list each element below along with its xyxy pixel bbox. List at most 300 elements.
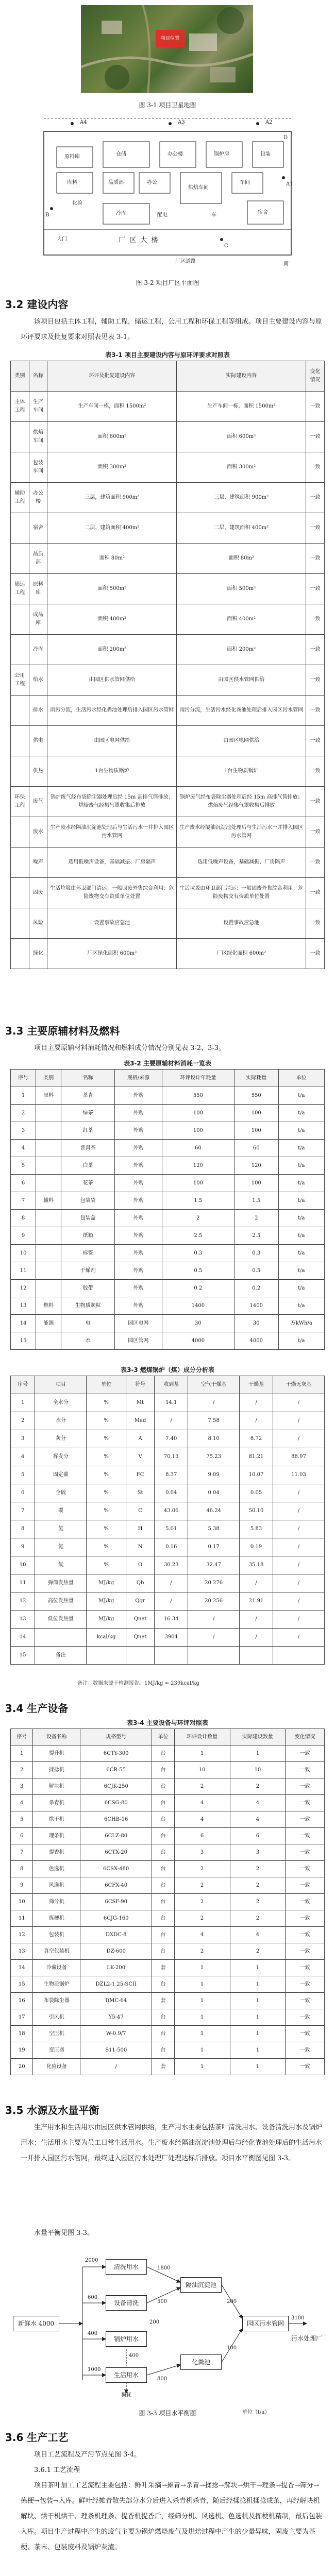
table-row bbox=[11, 452, 325, 483]
table-cell: 锅炉废气经布袋除尘器处理后经 15m 高排气筒排放；烘焙废气经集气罩收集后排放 bbox=[47, 787, 177, 817]
table-cell: % bbox=[87, 1394, 126, 1412]
table-cell: 2.5 bbox=[162, 1227, 234, 1245]
table-cell: 7 bbox=[11, 1502, 35, 1520]
table-cell: 选用低噪声设备，基础减振、厂房隔声 bbox=[177, 848, 306, 878]
table-cell: 11 bbox=[11, 1910, 33, 1927]
label-road: 厂区道路 bbox=[175, 259, 196, 264]
table-row bbox=[11, 1844, 325, 1861]
table-cell: 2 bbox=[174, 1894, 230, 1910]
site-plan-drawing bbox=[41, 116, 294, 270]
table-cell: 一致 bbox=[286, 1894, 325, 1910]
table-cell: 公用工程 bbox=[11, 665, 29, 696]
table-cell: 12 bbox=[11, 1280, 36, 1297]
table-cell: 生产废水经隔油沉淀池处理后与生活污水一并排入园区污水管网 bbox=[47, 817, 177, 848]
table-cell: 揉捻机 bbox=[33, 1762, 80, 1778]
table-row bbox=[11, 544, 325, 574]
table-cell bbox=[240, 1647, 273, 1665]
table-row bbox=[11, 1315, 325, 1332]
table-cell: 11 bbox=[11, 1262, 36, 1280]
table-header-cell: 符号 bbox=[126, 1376, 154, 1394]
table-cell: 生产废水经隔油沉淀池处理后与生活污水一并排入园区污水管网 bbox=[177, 817, 306, 848]
table-cell: 60 bbox=[234, 1140, 278, 1157]
table-cell: 水 bbox=[61, 1332, 115, 1350]
table-header-cell: 空气干燥基 bbox=[188, 1376, 240, 1394]
table33-title: 表3-3 燃煤锅炉（煤）成分分析表 bbox=[121, 1366, 214, 1374]
table-cell: 1 bbox=[230, 2026, 286, 2042]
table-cell bbox=[11, 604, 29, 635]
table-cell: 生产车间一栋，面积 1500m² bbox=[177, 392, 306, 422]
table-row bbox=[11, 1960, 325, 1976]
table-cell: 台 bbox=[152, 1795, 174, 1811]
table-cell: S11-500 bbox=[80, 2042, 152, 2059]
label-roast: 烘焙车间 bbox=[188, 185, 209, 191]
wv11: 400 bbox=[129, 2353, 139, 2359]
table-cell: 生活垃圾由环卫部门清运；一般固废外售综合利用；危险废物交有资质单位处置 bbox=[177, 878, 306, 908]
table-header-cell: 实际建设数量 bbox=[230, 1729, 286, 1745]
table-cell: 5 bbox=[11, 1157, 36, 1175]
fig3-unit: 单位（t/a） bbox=[242, 2410, 270, 2415]
table-cell: 6CSX-480 bbox=[80, 1861, 152, 1877]
table-cell: 办公楼 bbox=[29, 483, 47, 513]
table-cell: 5.38 bbox=[188, 1520, 240, 1538]
table-cell: % bbox=[87, 1484, 126, 1502]
table-cell: 色选机 bbox=[33, 1861, 80, 1877]
table-cell: 提升机 bbox=[33, 1745, 80, 1762]
table-cell: 0.17 bbox=[188, 1538, 240, 1556]
table-cell: DXDC-8 bbox=[80, 1927, 152, 1943]
table-cell: / bbox=[273, 1592, 325, 1611]
table-cell: 茶青 bbox=[61, 1087, 115, 1105]
table-cell: 6CJG-160 bbox=[80, 1910, 152, 1927]
table-header-cell: 单位 bbox=[87, 1376, 126, 1394]
fig3-caption: 图 3-3 项目水平衡图 bbox=[139, 2410, 196, 2417]
table-cell: 0.04 bbox=[188, 1484, 240, 1502]
wv2: 600 bbox=[88, 2295, 98, 2300]
table-cell: 6 bbox=[11, 1828, 33, 1844]
water-supply: 新鲜水 4000 bbox=[13, 2316, 59, 2331]
table-header-cell: 干燥基 bbox=[240, 1376, 273, 1394]
table-cell: 氧 bbox=[35, 1556, 87, 1574]
table-cell: 35.18 bbox=[240, 1556, 273, 1574]
table-cell: 60 bbox=[162, 1140, 234, 1157]
table-row bbox=[11, 1502, 325, 1520]
table-cell: 1 bbox=[174, 1745, 230, 1762]
table-cell: 一致 bbox=[286, 1844, 325, 1861]
table-row bbox=[11, 1466, 325, 1484]
table-cell: 一致 bbox=[306, 787, 325, 817]
table-cell: 一致 bbox=[286, 2026, 325, 2042]
table-row bbox=[11, 2009, 325, 2026]
table-row bbox=[11, 513, 325, 544]
table-cell: 生活垃圾由环卫部门清运；一般固废外售综合利用；危险废物交有资质单位处置 bbox=[47, 878, 177, 908]
table-cell: V bbox=[126, 1448, 154, 1466]
table-cell: 一致 bbox=[306, 635, 325, 665]
table-cell: 一致 bbox=[286, 1778, 325, 1795]
table-row bbox=[11, 1910, 325, 1927]
table-cell: 1台生物质锅炉 bbox=[177, 756, 306, 787]
table-cell: 1400 bbox=[234, 1297, 278, 1315]
table-cell: 10 bbox=[11, 1245, 36, 1262]
table-cell: Y5-47 bbox=[80, 2009, 152, 2026]
table-row bbox=[11, 1484, 325, 1502]
table-cell: 低位发热量 bbox=[35, 1611, 87, 1629]
table-cell: 面积 200m² bbox=[177, 635, 306, 665]
table34-title: 表3-4 主要设备与环评对照表 bbox=[127, 1719, 208, 1726]
table-cell: 筛分机 bbox=[33, 1894, 80, 1910]
sec32-title: 3.2 建设内容 bbox=[5, 298, 69, 311]
table-cell: 拣梗机 bbox=[33, 1910, 80, 1927]
table-cell: 辅助工程 bbox=[11, 483, 29, 513]
table-cell: 电 bbox=[61, 1315, 115, 1332]
table-cell: 4 bbox=[174, 1927, 230, 1943]
table-cell: 一致 bbox=[306, 848, 325, 878]
table-cell: 13 bbox=[11, 1611, 35, 1629]
table-header-cell: 单位 bbox=[278, 1070, 324, 1087]
table-cell: 外购 bbox=[115, 1245, 162, 1262]
table-cell: 外购 bbox=[115, 1157, 162, 1175]
table-cell: 外购 bbox=[115, 1262, 162, 1280]
table-row bbox=[11, 392, 325, 422]
table-cell: 给水 bbox=[29, 665, 47, 696]
table-cell: 一致 bbox=[306, 878, 325, 908]
table-cell: FC bbox=[126, 1466, 154, 1484]
table-cell: 干燥剂 bbox=[61, 1262, 115, 1280]
table-cell: 套 bbox=[152, 1960, 174, 1976]
table-cell: 6CSF-90 bbox=[80, 1894, 152, 1910]
table-cell: t/a bbox=[278, 1175, 324, 1192]
table-cell: kcal/kg bbox=[87, 1629, 126, 1647]
table-cell: 9 bbox=[11, 1227, 36, 1245]
table-row bbox=[11, 1611, 325, 1629]
table-cell: 20 bbox=[11, 2059, 33, 2075]
table-cell: 14 bbox=[11, 1960, 33, 1976]
label-store: 仓储 bbox=[116, 151, 126, 157]
table-cell: 1.5 bbox=[234, 1192, 278, 1210]
table-cell: 提香机 bbox=[33, 1844, 80, 1861]
table-cell: 8 bbox=[11, 1210, 36, 1227]
table-cell: 2 bbox=[230, 1778, 286, 1795]
table-cell: 燃料 bbox=[36, 1297, 61, 1315]
table-cell: 0.3 bbox=[162, 1245, 234, 1262]
table-header-cell: 实际耗量 bbox=[234, 1070, 278, 1087]
table-cell: 氢 bbox=[35, 1520, 87, 1538]
table-cell: 包装机 bbox=[33, 1927, 80, 1943]
table-cell: 标签 bbox=[61, 1245, 115, 1262]
table-cell: 一致 bbox=[286, 1960, 325, 1976]
table-cell: 二层，建筑面积 400m² bbox=[47, 513, 177, 544]
table-cell: DZL2-1.25-SCII bbox=[80, 1976, 152, 1993]
table-cell: St bbox=[126, 1484, 154, 1502]
table-cell: N bbox=[126, 1538, 154, 1556]
label-office1: 品质部 bbox=[108, 180, 124, 185]
table-cell: 布袋除尘器 bbox=[33, 1993, 80, 2009]
table-cell: 外购 bbox=[115, 1280, 162, 1297]
table-cell: 7 bbox=[11, 1844, 33, 1861]
table-row bbox=[11, 1745, 325, 1762]
table-cell: 1 bbox=[11, 1394, 35, 1412]
table-cell: 一致 bbox=[306, 939, 325, 969]
table-cell: 1400 bbox=[162, 1297, 234, 1315]
table-cell: 12 bbox=[11, 1592, 35, 1611]
table-row bbox=[11, 1778, 325, 1795]
table-cell: 台 bbox=[152, 1976, 174, 1993]
wv12: 200 bbox=[149, 2319, 160, 2325]
sec34-title: 3.4 生产设备 bbox=[5, 1702, 69, 1715]
label-b: B bbox=[45, 212, 49, 218]
table-cell: O bbox=[126, 1556, 154, 1574]
label-a4: A4 bbox=[80, 120, 87, 125]
table-cell: 8.37 bbox=[155, 1466, 188, 1484]
label-d: D bbox=[283, 135, 288, 141]
table-cell: 120 bbox=[162, 1157, 234, 1175]
table-cell: 一致 bbox=[286, 2042, 325, 2059]
table-cell: LK-200 bbox=[80, 1960, 152, 1976]
table-cell: 一致 bbox=[286, 1943, 325, 1960]
table-cell: 一致 bbox=[306, 604, 325, 635]
table-cell bbox=[36, 1262, 61, 1280]
table-cell: 10 bbox=[230, 1762, 286, 1778]
table-cell: 宿舍 bbox=[29, 513, 47, 544]
table-cell: 14.1 bbox=[155, 1394, 188, 1412]
table-cell: / bbox=[273, 1520, 325, 1538]
label-a2: A2 bbox=[265, 120, 273, 125]
table-header-cell: 规格/来源 bbox=[115, 1070, 162, 1087]
table-cell: 空压机 bbox=[33, 2026, 80, 2042]
table-cell: 冷库 bbox=[29, 635, 47, 665]
table-cell: 绿茶 bbox=[61, 1105, 115, 1122]
table-row bbox=[11, 1592, 325, 1611]
table-cell: 台 bbox=[152, 2026, 174, 2042]
table-cell: 台 bbox=[152, 1778, 174, 1795]
table-row bbox=[11, 1811, 325, 1828]
table-cell: 挥发分 bbox=[35, 1448, 87, 1466]
table-row bbox=[11, 1448, 325, 1466]
table-cell: 供电 bbox=[29, 726, 47, 756]
label-yard: 车 bbox=[211, 212, 216, 218]
table-row bbox=[11, 1556, 325, 1574]
table-cell bbox=[11, 696, 29, 726]
table-cell: 0.05 bbox=[240, 1484, 273, 1502]
table-cell: 8.10 bbox=[188, 1430, 240, 1448]
table-row bbox=[11, 1943, 325, 1960]
label-boiler: 锅炉房 bbox=[214, 151, 229, 157]
table-cell: 1 bbox=[174, 2059, 230, 2075]
table-cell: DMC-64 bbox=[80, 1993, 152, 2009]
table-cell bbox=[36, 1175, 61, 1192]
table-cell: 88.97 bbox=[273, 1448, 325, 1466]
table-cell: 一致 bbox=[286, 1828, 325, 1844]
table-cell: 胶带 bbox=[61, 1280, 115, 1297]
table-cell: 包装袋 bbox=[61, 1192, 115, 1210]
table-cell: 辅料 bbox=[36, 1192, 61, 1210]
table-cell: % bbox=[87, 1502, 126, 1520]
table-cell: 9.09 bbox=[188, 1466, 240, 1484]
table-cell: 一致 bbox=[306, 544, 325, 574]
table-cell: 面积 300m² bbox=[177, 452, 306, 483]
water-boiler: 锅炉用水 bbox=[106, 2331, 147, 2347]
table-cell: 1 bbox=[174, 2009, 230, 2026]
table-cell: 5.83 bbox=[240, 1520, 273, 1538]
table-cell: 普洱茶 bbox=[61, 1140, 115, 1157]
wv3: 400 bbox=[88, 2331, 98, 2336]
satellite-map bbox=[81, 5, 253, 93]
sec35-title: 3.5 水源及水量平衡 bbox=[5, 2104, 99, 2116]
table-row bbox=[11, 787, 325, 817]
table-row bbox=[11, 1157, 325, 1175]
table-cell: 面积 200m² bbox=[47, 635, 177, 665]
table-cell: 3904 bbox=[155, 1629, 188, 1647]
table-cell: 外购 bbox=[115, 1297, 162, 1315]
label-a3: A3 bbox=[178, 120, 185, 125]
table-cell bbox=[36, 1105, 61, 1122]
table-row bbox=[11, 2059, 325, 2075]
table-row bbox=[11, 1412, 325, 1430]
table-cell: 一致 bbox=[286, 1993, 325, 2009]
table-header-row bbox=[11, 1070, 325, 1087]
table-cell: 由园区供水管网供给 bbox=[177, 665, 306, 696]
table-row bbox=[11, 1828, 325, 1844]
table-header-cell: 收到基 bbox=[155, 1376, 188, 1394]
table-cell: 一致 bbox=[306, 422, 325, 452]
table-row bbox=[11, 635, 325, 665]
table-row bbox=[11, 1538, 325, 1556]
table-cell bbox=[11, 513, 29, 544]
table-cell: 3 bbox=[11, 1430, 35, 1448]
table-cell: 1 bbox=[174, 1960, 230, 1976]
label-stock: 库料 bbox=[67, 180, 77, 185]
table-cell: 3 bbox=[174, 1844, 230, 1861]
water-pipe: 园区污水管网 bbox=[242, 2316, 289, 2331]
table-cell: 6CSG-80 bbox=[80, 1795, 152, 1811]
table-cell: 81.21 bbox=[240, 1448, 273, 1466]
table-cell: 由园区电网供给 bbox=[47, 726, 177, 756]
table-cell: 1 bbox=[230, 2042, 286, 2059]
table-cell: 台 bbox=[152, 1894, 174, 1910]
water-oil: 隔油沉淀池 bbox=[180, 2277, 222, 2293]
table-cell bbox=[11, 422, 29, 452]
table-cell: 2 bbox=[230, 1910, 286, 1927]
table-cell: MJ/kg bbox=[87, 1574, 126, 1592]
table-cell: 废水 bbox=[29, 817, 47, 848]
table-header-cell: 干燥无灰基 bbox=[273, 1376, 325, 1394]
table-cell: 解块机 bbox=[33, 1778, 80, 1795]
table-cell: 全硫 bbox=[35, 1484, 87, 1502]
table-cell bbox=[126, 1647, 154, 1665]
table-cell: 1 bbox=[230, 2009, 286, 2026]
table-cell: 厂区绿化面积 600m² bbox=[177, 939, 306, 969]
table-cell: / bbox=[273, 1502, 325, 1520]
table-cell: 19 bbox=[11, 2042, 33, 2059]
table-cell: 外购 bbox=[115, 1210, 162, 1227]
table-cell: 锅炉废气经布袋除尘器处理后经 15m 高排气筒排放；烘焙废气经集气罩收集后排放 bbox=[177, 787, 306, 817]
table-cell: / bbox=[80, 2059, 152, 2075]
table-cell: 46.24 bbox=[188, 1502, 240, 1520]
table-cell: 6CJK-250 bbox=[80, 1778, 152, 1795]
table-cell: 3 bbox=[11, 1122, 36, 1140]
table-cell: 2.5 bbox=[234, 1227, 278, 1245]
table-row bbox=[11, 1430, 325, 1448]
site-plan bbox=[41, 116, 294, 270]
table-cell bbox=[11, 452, 29, 483]
table-row bbox=[11, 1877, 325, 1894]
wv7: 800 bbox=[157, 2376, 167, 2382]
table-row bbox=[11, 817, 325, 848]
table-cell: MJ/kg bbox=[87, 1611, 126, 1629]
table-header-cell: 环评及批复建设内容 bbox=[47, 361, 177, 392]
label-lab: 办公楼 bbox=[167, 151, 183, 157]
table-cell: Mt bbox=[126, 1394, 154, 1412]
table-cell bbox=[35, 1629, 87, 1647]
table-cell: 8 bbox=[11, 1520, 35, 1538]
wv6: 500 bbox=[157, 2299, 167, 2304]
table-header-cell: 类别 bbox=[36, 1070, 61, 1087]
water-loss: 损耗 bbox=[121, 2393, 131, 2398]
label-south: 南 bbox=[283, 261, 289, 267]
table-cell: 一致 bbox=[306, 726, 325, 756]
table-cell: 100 bbox=[162, 1122, 234, 1140]
table-cell: 1.5 bbox=[162, 1192, 234, 1210]
table-cell: 75.23 bbox=[188, 1448, 240, 1466]
table31 bbox=[10, 361, 325, 969]
label-ws: 配电 bbox=[157, 212, 167, 218]
table-row bbox=[11, 1629, 325, 1647]
table-cell: 由园区供水管网供给 bbox=[47, 665, 177, 696]
table-row bbox=[11, 604, 325, 635]
table-cell: 一致 bbox=[306, 483, 325, 513]
table-cell: / bbox=[273, 1538, 325, 1556]
table-cell: 1 bbox=[230, 1993, 286, 2009]
table-cell: 10 bbox=[11, 1556, 35, 1574]
table-cell: / bbox=[155, 1574, 188, 1592]
table-cell: t/a bbox=[278, 1332, 324, 1350]
table-cell: 7.40 bbox=[155, 1430, 188, 1448]
table-cell: 绿化 bbox=[29, 939, 47, 969]
table-cell: 外购 bbox=[115, 1105, 162, 1122]
table-cell: 台 bbox=[152, 1811, 174, 1828]
table-cell: 成品库 bbox=[29, 604, 47, 635]
table-header-cell: 序号 bbox=[11, 1729, 33, 1745]
table-cell: % bbox=[87, 1466, 126, 1484]
table-cell: Qgr bbox=[126, 1592, 154, 1611]
table-header-cell: 名称 bbox=[29, 361, 47, 392]
table-row bbox=[11, 1122, 325, 1140]
table-cell: 550 bbox=[162, 1087, 234, 1105]
table-cell: 3 bbox=[11, 1778, 33, 1795]
table-cell: 18 bbox=[11, 2026, 33, 2042]
table-row bbox=[11, 1105, 325, 1122]
table-cell: H bbox=[126, 1520, 154, 1538]
table-cell: 6CTX-20 bbox=[80, 1844, 152, 1861]
table-cell: 7 bbox=[11, 1192, 36, 1210]
table-cell: 台 bbox=[152, 1762, 174, 1778]
table-cell: 主体工程 bbox=[11, 392, 29, 422]
table-cell: 3 bbox=[230, 1844, 286, 1861]
table-cell: 一致 bbox=[306, 756, 325, 787]
table-cell: 面积 600m² bbox=[47, 422, 177, 452]
table-cell: 灰分 bbox=[35, 1430, 87, 1448]
table-cell: 14 bbox=[11, 1315, 36, 1332]
table-cell: 4 bbox=[230, 1927, 286, 1943]
table-header-cell: 规格型号 bbox=[80, 1729, 152, 1745]
table-cell: 10 bbox=[11, 1894, 33, 1910]
table-cell: 1 bbox=[11, 1087, 36, 1105]
table-cell: 1 bbox=[174, 1993, 230, 2009]
marker-label: 项目位置 bbox=[160, 36, 179, 41]
table-cell: 一致 bbox=[306, 574, 325, 604]
table-cell: t/a bbox=[278, 1087, 324, 1105]
table-row bbox=[11, 908, 325, 939]
table-cell: 生物质颗粒 bbox=[61, 1297, 115, 1315]
